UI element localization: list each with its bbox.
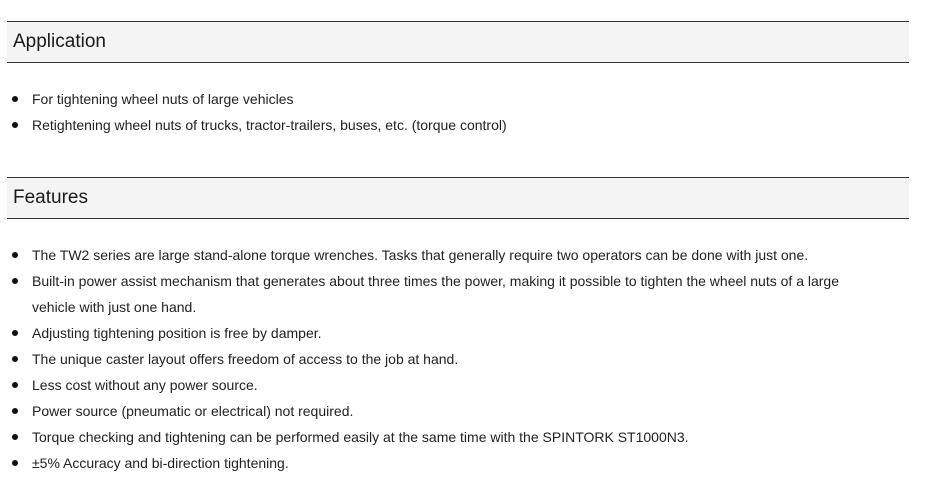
application-list bbox=[0, 86, 880, 138]
list-item bbox=[0, 372, 880, 398]
list-item-text: Torque checking and tightening can be performed easily at the same time with the SPINTORK ST1000N3. bbox=[32, 429, 689, 445]
bullet-icon bbox=[12, 330, 18, 336]
list-item bbox=[0, 450, 880, 476]
list-item-text: The unique caster layout offers freedom of access to the job at hand. bbox=[32, 351, 459, 367]
bullet-icon bbox=[12, 382, 18, 388]
bullet-icon bbox=[12, 96, 18, 102]
bullet-icon bbox=[12, 408, 18, 414]
features-heading: Features bbox=[13, 187, 88, 208]
list-item bbox=[0, 346, 880, 372]
list-item-text: Adjusting tightening position is free by damper. bbox=[32, 325, 322, 341]
application-section-header bbox=[7, 21, 909, 63]
list-item-text: ±5% Accuracy and bi-direction tightening. bbox=[32, 455, 289, 471]
features-list bbox=[0, 242, 880, 476]
bullet-icon bbox=[12, 252, 18, 258]
bullet-icon bbox=[12, 356, 18, 362]
bullet-icon bbox=[12, 434, 18, 440]
list-item bbox=[0, 268, 880, 320]
features-section-header bbox=[7, 177, 909, 219]
bullet-icon bbox=[12, 122, 18, 128]
list-item-text: Retightening wheel nuts of trucks, tractor-trailers, buses, etc. (torque control) bbox=[32, 117, 507, 133]
list-item bbox=[0, 398, 880, 424]
list-item-text: Power source (pneumatic or electrical) not required. bbox=[32, 403, 354, 419]
list-item bbox=[0, 242, 880, 268]
list-item bbox=[0, 424, 880, 450]
bullet-icon bbox=[12, 460, 18, 466]
bullet-icon bbox=[12, 278, 18, 284]
list-item-text: The TW2 series are large stand-alone torque wrenches. Tasks that generally require two operators can be done with just one. bbox=[32, 247, 809, 263]
list-item bbox=[0, 86, 880, 112]
list-item-text: Built-in power assist mechanism that generates about three times the power, making it possible to tighten the wheel nuts of a large vehicle with just one hand. bbox=[32, 273, 839, 315]
list-item bbox=[0, 320, 880, 346]
list-item bbox=[0, 112, 880, 138]
list-item-text: Less cost without any power source. bbox=[32, 377, 258, 393]
application-heading: Application bbox=[13, 31, 106, 52]
list-item-text: For tightening wheel nuts of large vehicles bbox=[32, 91, 294, 107]
